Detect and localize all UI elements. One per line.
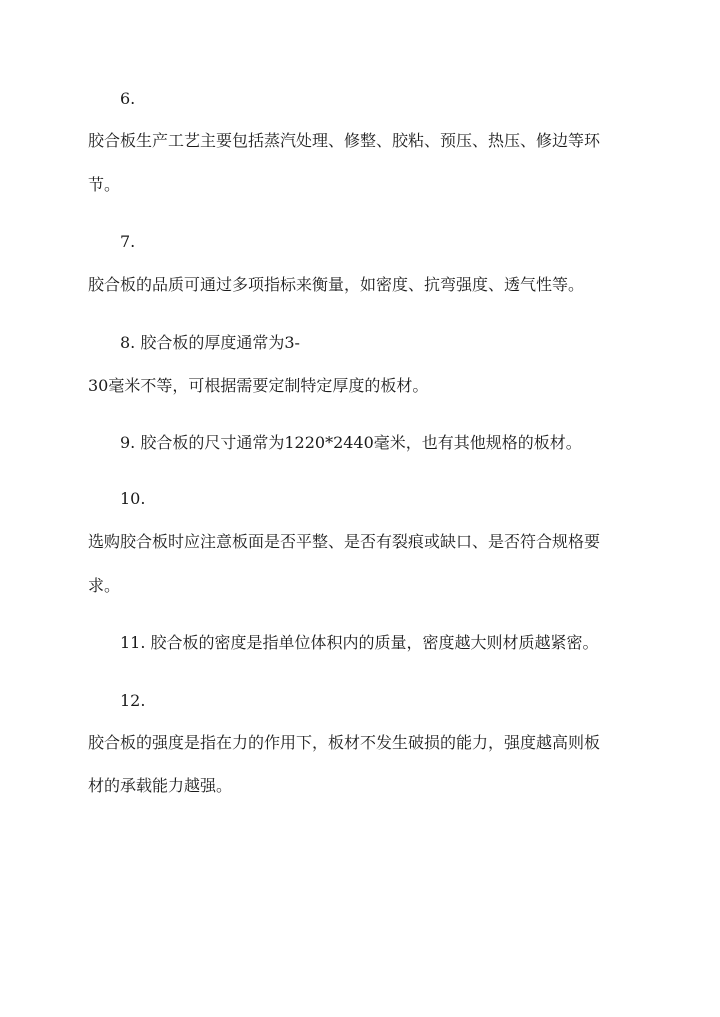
- item-8-text-line-2: 30毫米不等，可根据需要定制特定厚度的板材。: [88, 376, 429, 395]
- item-12-text-line-2: 材的承载能力越强。: [88, 776, 233, 795]
- item-7-number: 7.: [120, 232, 136, 251]
- item-8-text-line-1: 8. 胶合板的厚度通常为3-: [120, 333, 300, 352]
- item-10-text-line-1: 选购胶合板时应注意板面是否平整、是否有裂痕或缺口、是否符合规格要: [88, 532, 601, 551]
- item-6-text-line-2: 节。: [88, 175, 121, 194]
- item-11-text: 11. 胶合板的密度是指单位体积内的质量，密度越大则材质越紧密。: [120, 633, 599, 652]
- item-9-text: 9. 胶合板的尺寸通常为1220*2440毫米，也有其他规格的板材。: [120, 433, 582, 452]
- item-12-number: 12.: [120, 691, 146, 710]
- item-7-text-line-1: 胶合板的品质可通过多项指标来衡量，如密度、抗弯强度、透气性等。: [88, 275, 585, 294]
- item-6-number: 6.: [120, 89, 136, 108]
- item-10-text-line-2: 求。: [88, 576, 121, 595]
- item-12-text-line-1: 胶合板的强度是指在力的作用下，板材不发生破损的能力，强度越高则板: [88, 733, 601, 752]
- item-10-number: 10.: [120, 489, 146, 508]
- item-6-text-line-1: 胶合板生产工艺主要包括蒸汽处理、修整、胶粘、预压、热压、修边等环: [88, 131, 601, 150]
